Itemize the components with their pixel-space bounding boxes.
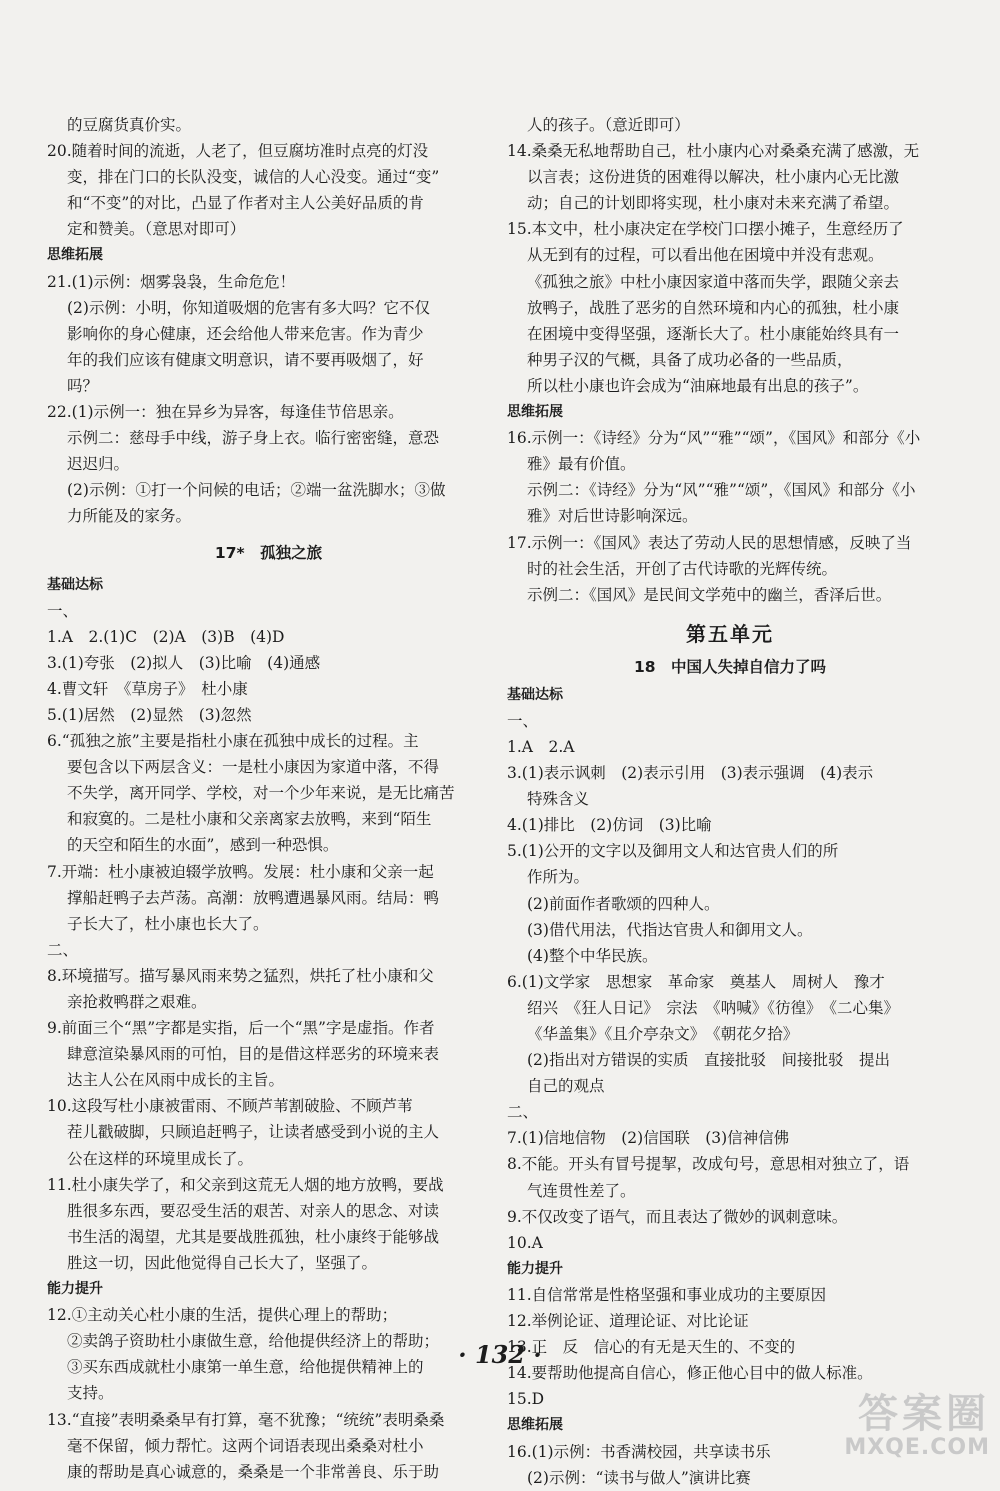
answer-line: 14.要帮助他提高自信心，修正他心目中的做人标准。 [507, 1364, 873, 1383]
answer-line: 10.这段写杜小康被雷雨、不顾芦苇割破脸、不顾芦苇 [47, 1097, 413, 1116]
answer-line: 8.不能。开头有冒号提挈，改成句号，意思相对独立了，语 [507, 1155, 910, 1174]
answer-line: 不失学，离开同学、学校，对一个少年来说，是无比痛苦 [67, 784, 455, 803]
right-column [507, 112, 953, 1491]
section-heading: 思维拓展 [507, 1417, 563, 1434]
answer-line: 支持。 [67, 1384, 114, 1403]
answer-line: 的天空和陌生的水面”，感到一种恐惧。 [67, 836, 339, 855]
answer-line: 雅》对后世诗影响深远。 [527, 507, 698, 526]
answer-line: 绍兴 《狂人日记》 宗法 《呐喊》《彷徨》 《二心集》 [527, 998, 900, 1017]
left-answer-lines [47, 112, 490, 530]
section-heading: 思维拓展 [507, 404, 563, 421]
answer-line: 《孤独之旅》中杜小康因家道中落而失学，跟随父亲去 [527, 272, 900, 291]
answer-line: 动；自己的计划即将实现，杜小康对未来充满了希望。 [527, 194, 900, 213]
answer-line: 肆意渲染暴风雨的可怕，目的是借这样恶劣的环境来表 [67, 1045, 440, 1064]
answer-line: 12.①主动关心杜小康的生活，提供心理上的帮助； [47, 1306, 398, 1325]
answer-line: 放鸭子，战胜了恶劣的自然环境和内心的孤独，杜小康 [527, 298, 900, 317]
answer-line: 7.(1)信地信物 (2)信国联 (3)信神信佛 [507, 1129, 790, 1148]
answer-line: 4.(1)排比 (2)仿词 (3)比喻 [507, 816, 712, 835]
section-heading: 基础达标 [507, 686, 563, 703]
answer-line: 10.A [507, 1233, 543, 1252]
answer-line: 5.(1)居然 (2)显然 (3)忽然 [47, 705, 252, 724]
answer-line: (2)示例：“读书与做人”演讲比赛 [527, 1468, 751, 1487]
answer-line: 13.正 反 信心的有无是天生的、不变的 [507, 1338, 796, 1357]
answer-line: (2)指出对方错误的实质 直接批驳 间接批驳 提出 [527, 1051, 890, 1070]
answer-line: 胜很多东西，要忍受生活的艰苦、对亲人的思念、对读 [67, 1201, 440, 1220]
answer-line: (3)借代用法，代指达官贵人和御用文人。 [527, 920, 813, 939]
answer-line: 雅》最有价值。 [527, 455, 636, 474]
answer-line: 《华盖集》《且介亭杂文》 《朝花夕拾》 [527, 1025, 799, 1043]
answer-line: 3.(1)表示讽刺 (2)表示引用 (3)表示强调 (4)表示 [507, 764, 874, 783]
answer-line: 时的社会生活，开创了古代诗歌的光辉传统。 [527, 559, 838, 578]
answer-line: 22.(1)示例一：独在异乡为异客，每逢佳节倍思亲。 [47, 403, 404, 422]
lesson-title-17: 17* 孤独之旅 [214, 543, 323, 562]
answer-line: 特殊含义 [527, 790, 590, 809]
answer-line: 4.曹文轩 《草房子》 杜小康 [47, 679, 248, 698]
answer-line: 亲抢救鸭群之艰难。 [67, 993, 207, 1011]
answer-line: (2)示例：小明，你知道吸烟的危害有多大吗？它不仅 [67, 298, 430, 317]
answer-line: 示例二：慈母手中线，游子身上衣。临行密密缝，意恐 [67, 429, 440, 448]
answer-line: 胜这一切，因此他觉得自己长大了，坚强了。 [67, 1253, 378, 1272]
answer-line: 15.本文中，杜小康决定在学校门口摆小摊子，生意经历了 [507, 220, 904, 239]
answer-line: 和“不变”的对比，凸显了作者对主人公美好品质的肯 [67, 194, 424, 213]
answer-line: 9.前面三个“黑”字都是实指，后一个“黑”字是虚指。作者 [47, 1019, 435, 1038]
answer-line: 从无到有的过程，可以看出他在困境中并没有悲观。 [527, 246, 884, 265]
answer-line: 7.开端：杜小康被迫辍学放鸭。发展：杜小康和父亲一起 [47, 862, 434, 881]
answer-line: 在困境中变得坚强，逐渐长大了。杜小康能始终具有一 [527, 324, 900, 343]
answer-line: 21.(1)示例：烟雾袅袅，生命危危！ [47, 272, 296, 291]
watermark-main: 答案圈 [858, 1391, 990, 1437]
answer-line: 自己的观点 [527, 1077, 605, 1096]
section-heading: 能力提升 [507, 1260, 563, 1277]
answer-line: 9.不仅改变了语气，而且表达了微妙的讽刺意味。 [507, 1207, 848, 1226]
answer-line: 的豆腐货真价实。 [67, 116, 192, 134]
answer-line: 11.自信常常是性格坚强和事业成功的主要原因 [507, 1285, 827, 1304]
answer-line: 年的我们应该有健康文明意识，请不要再吸烟了，好 [67, 350, 424, 369]
answer-line: 影响你的身心健康，还会给他人带来危害。作为青少 [67, 324, 424, 343]
right-answer-lines-2 [507, 682, 953, 1491]
answer-line: 变，排在门口的长队没变，诚信的人心没变。通过“变” [67, 168, 440, 187]
section-heading: 能力提升 [47, 1281, 103, 1298]
answer-line: 一、 [507, 711, 539, 730]
answer-line: 20.随着时间的流逝，人老了，但豆腐坊准时点亮的灯没 [47, 142, 429, 161]
answer-line: 3.(1)夸张 (2)拟人 (3)比喻 (4)通感 [47, 653, 321, 672]
lesson-title-18: 18 中国人失掉自信力了吗 [633, 657, 827, 676]
answer-line: 一、 [47, 601, 79, 620]
answer-line: 6.(1)文学家 思想家 革命家 奠基人 周树人 豫才 [507, 972, 885, 991]
answer-line: 吗？ [67, 376, 99, 395]
answer-line: 毫不保留，倾力帮忙。这两个词语表现出桑桑对杜小 [67, 1436, 424, 1455]
page-number: · 132 · [458, 1340, 542, 1369]
answer-line: 书生活的渴望，尤其是要战胜孤独，杜小康终于能够战 [67, 1227, 440, 1246]
answer-line: 种男子汉的气概，具备了成功必备的一些品质， [527, 350, 853, 369]
watermark-logo [790, 1392, 990, 1464]
answer-line: 5.(1)公开的文字以及御用文人和达官贵人们的所 [507, 842, 839, 861]
answer-line: 茬儿戳破脚，只顾追赶鸭子，让读者感受到小说的主人 [67, 1123, 440, 1142]
answer-line: 15.D [507, 1390, 545, 1409]
answer-line: 13.“直接”表明桑桑早有打算，毫不犹豫；“统统”表明桑桑 [47, 1410, 445, 1429]
answer-line: 撑船赶鸭子去芦荡。高潮：放鸭遭遇暴风雨。结局：鸭 [67, 888, 440, 907]
answer-line: 二、 [507, 1103, 539, 1122]
answer-line: 8.环境描写。描写暴风雨来势之猛烈，烘托了杜小康和父 [47, 966, 434, 985]
answer-line: 作所为。 [527, 868, 590, 887]
answer-line: 1.A 2.A [507, 737, 575, 756]
answer-line: 二、 [47, 940, 79, 959]
answer-line: 14.桑桑无私地帮助自己，杜小康内心对桑桑充满了感激，无 [507, 142, 920, 161]
answer-line: 达主人公在风雨中成长的主旨。 [67, 1071, 285, 1090]
answer-line: 定和赞美。（意思对即可） [67, 220, 246, 239]
answer-line: 公在这样的环境里成长了。 [67, 1149, 254, 1168]
answer-line: 17.示例一：《国风》表达了劳动人民的思想情感，反映了当 [507, 533, 912, 552]
answer-line: 示例二：《国风》是民间文学苑中的幽兰，香泽后世。 [527, 585, 892, 604]
answer-line: 康的帮助是真心诚意的，桑桑是一个非常善良、乐于助 [67, 1462, 440, 1481]
answer-line: 力所能及的家务。 [67, 507, 192, 526]
answer-line: 和寂寞的。二是杜小康和父亲离家去放鸭，来到“陌生 [67, 810, 432, 829]
answer-line: 6.“孤独之旅”主要是指杜小康在孤独中成长的过程。主 [47, 732, 419, 751]
right-answer-lines [507, 112, 953, 608]
left-column [47, 112, 490, 1485]
answer-line: 以言表；这份进货的困难得以解决，杜小康内心无比激 [527, 168, 900, 187]
answer-line: 12.举例论证、道理论证、对比论证 [507, 1312, 749, 1331]
answer-line: (4)整个中华民族。 [527, 946, 658, 965]
answer-line: 1.A 2.(1)C (2)A (3)B (4)D [47, 627, 285, 646]
answer-line: 要包含以下两层含义：一是杜小康因为家道中落，不得 [67, 758, 440, 777]
answer-line: 示例二：《诗经》分为“风”“雅”“颂”，《国风》和部分《小 [527, 481, 916, 500]
answer-line: 所以杜小康也许会成为“油麻地最有出息的孩子”。 [527, 376, 869, 395]
watermark-sub: MXQE.COM [844, 1435, 990, 1460]
answer-line: ③买东西成就杜小康第一单生意，给他提供精神上的 [67, 1358, 424, 1377]
unit-title: 第五单元 [686, 621, 774, 646]
answer-line: 16.(1)示例：书香满校园，共享读书乐 [507, 1442, 771, 1461]
answer-line: 气连贯性差了。 [527, 1181, 636, 1200]
section-heading: 思维拓展 [47, 247, 103, 264]
answer-line: 人的孩子。（意近即可） [527, 116, 690, 134]
section-heading: 基础达标 [47, 576, 103, 593]
answer-line: 子长大了，杜小康也长大了。 [67, 914, 269, 933]
answer-line: (2)前面作者歌颂的四种人。 [527, 894, 720, 913]
answer-line: 16.示例一：《诗经》分为“风”“雅”“颂”，《国风》和部分《小 [507, 429, 921, 448]
answer-line: 11.杜小康失学了，和父亲到这荒无人烟的地方放鸭，要战 [47, 1175, 444, 1194]
answer-line: ②卖鸽子资助杜小康做生意，给他提供经济上的帮助； [67, 1332, 440, 1351]
answer-line: 迟迟归。 [67, 455, 130, 474]
answer-line: (2)示例：①打一个问候的电话；②端一盆洗脚水；③做 [67, 481, 446, 500]
